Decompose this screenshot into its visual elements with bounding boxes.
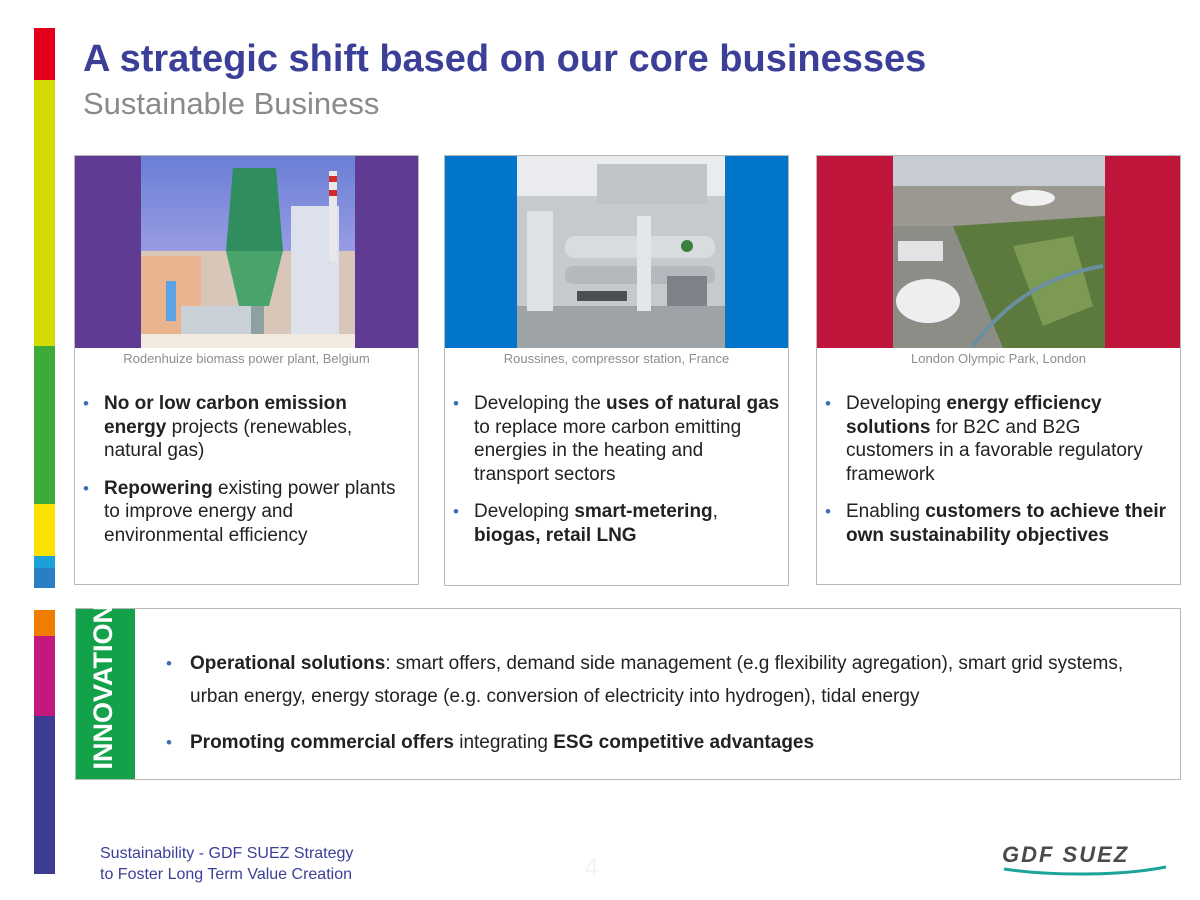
bullet-text-bold: energy efficiency solutions: [846, 393, 1102, 438]
bullet-item: [166, 647, 1160, 713]
side-bar-segment-cyan: [34, 556, 55, 568]
gas-label: GAS: [459, 417, 491, 480]
bullet-item: [83, 477, 410, 548]
footer-line-1: Sustainability - GDF SUEZ Strategy: [100, 845, 354, 862]
side-bar-segment-red: [34, 28, 55, 80]
bullet-text-bold: Operational solutions: [190, 653, 386, 674]
bullet-item: [825, 500, 1172, 547]
bullet-dot-icon: •: [166, 654, 172, 673]
bullet-item: [83, 392, 410, 463]
bullet-dot-icon: •: [825, 394, 831, 413]
bullet-dot-icon: •: [453, 502, 459, 521]
side-bar-segment-orange: [34, 610, 55, 636]
gas-card: [444, 155, 789, 586]
services-caption: London Olympic Park, London: [911, 351, 1086, 366]
biomass-plant-photo: [141, 156, 355, 348]
olympic-park-photo: [893, 156, 1105, 348]
bullet-text: Developing: [846, 393, 947, 414]
power-bullets: [83, 392, 410, 561]
bullet-text: ,: [712, 501, 718, 522]
side-bar-segment-yellow: [34, 504, 55, 556]
bullet-text: to replace more carbon emitting energies in the heating and transport sectors: [474, 416, 742, 485]
page-title: A strategic shift based on our core businesses: [83, 38, 927, 80]
bullet-text-bold: No or low carbon emission energy: [104, 393, 347, 438]
power-card: [74, 155, 419, 585]
side-bar-segment-blue: [34, 568, 55, 588]
bullet-text: Developing: [474, 501, 575, 522]
bullet-text-bold: uses of natural gas: [606, 393, 780, 414]
bullet-text: integrating: [453, 732, 554, 753]
page-number: 4: [584, 852, 599, 882]
bullet-dot-icon: •: [83, 478, 89, 498]
bullet-item: [825, 392, 1172, 486]
footer-line-2: to Foster Long Term Value Creation: [100, 866, 352, 883]
svg-text:GDF SUEZ: GDF SUEZ: [1002, 842, 1130, 867]
bullet-dot-icon: •: [83, 394, 89, 413]
bullet-text: Enabling: [846, 501, 926, 522]
page-subtitle: Sustainable Business: [83, 86, 380, 121]
bullet-item: [166, 726, 1160, 759]
side-bar-segment-lime: [34, 80, 55, 346]
gas-caption: Roussines, compressor station, France: [503, 351, 730, 366]
innovation-box: [75, 603, 1181, 780]
side-bar-segment-indigo: [34, 716, 55, 874]
bullet-dot-icon: •: [166, 733, 172, 752]
power-caption: Rodenhuize biomass power plant, Belgium: [123, 351, 370, 366]
bullet-text: for B2C and B2G customers in a favorable regulatory framework: [846, 416, 1143, 485]
services-bullets: [825, 392, 1172, 561]
bullet-text-bold: smart-metering: [574, 501, 713, 522]
innovation-label: INNOVATION: [88, 603, 118, 769]
side-bar-segment-green: [34, 346, 55, 504]
bullet-item: [453, 500, 780, 547]
bullet-text: existing power plants to improve energy and environmental efficiency: [104, 477, 396, 546]
bullet-text: Developing the: [474, 393, 607, 414]
services-label: SERVICES: [831, 416, 863, 567]
side-bar-segment-magenta: [34, 636, 55, 716]
bullet-item: [453, 392, 780, 486]
footer-text: [100, 843, 353, 885]
gas-bullets: [453, 392, 780, 561]
bullet-text-bold: ESG competitive advantages: [553, 732, 815, 753]
bullet-text-bold: Repowering: [104, 477, 213, 499]
services-card: [816, 155, 1181, 585]
bullet-text-bold: Promoting commercial offers: [190, 732, 454, 753]
bullet-dot-icon: •: [453, 394, 459, 413]
power-label: POWER: [89, 419, 121, 532]
bullet-text: : smart offers, demand side management (e.g flexibility agregation), smart grid systems, urban energy, energy storage (e.g. conversion of electricity into hydrogen), tidal energy: [190, 653, 1124, 707]
bullet-text: projects (renewables, natural gas): [104, 416, 353, 461]
gdf-suez-logo: [1000, 838, 1170, 878]
bullet-text-bold: biogas, retail LNG: [474, 524, 637, 546]
compressor-station-photo: [517, 156, 725, 348]
bullet-text-bold: customers to achieve their own sustainability objectives: [846, 501, 1166, 546]
bullet-dot-icon: •: [825, 502, 831, 521]
innovation-bullets: [166, 647, 1160, 772]
